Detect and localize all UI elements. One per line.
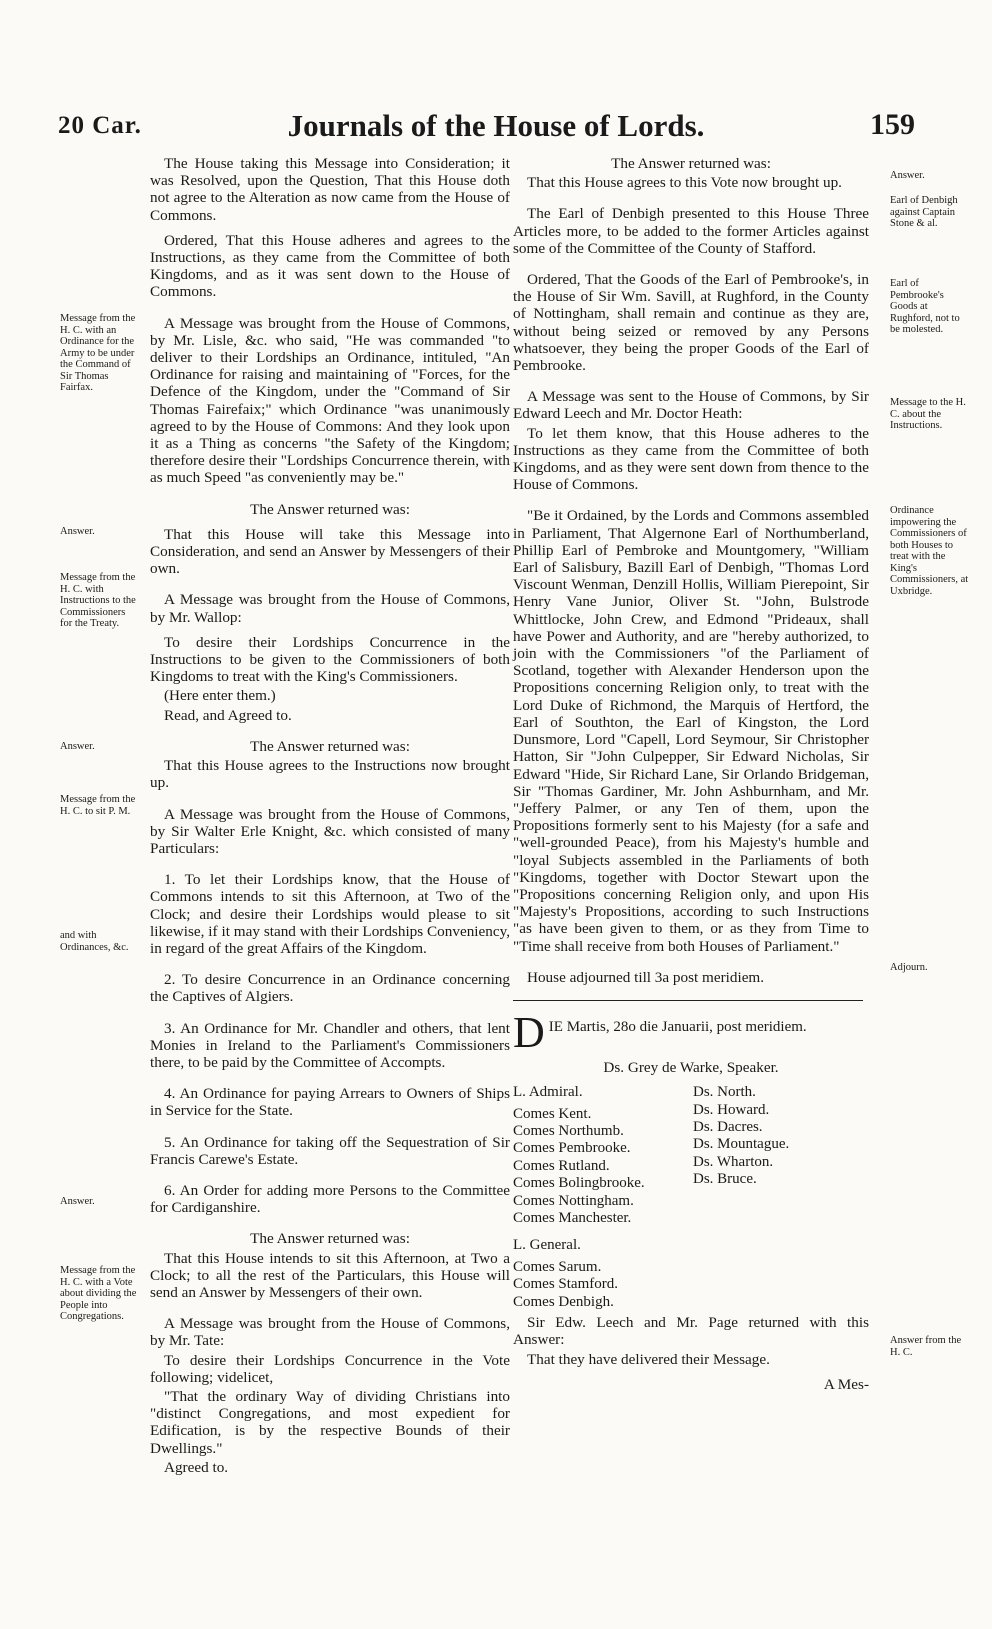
paragraph: 4. An Ordinance for paying Arrears to Owners of Ships in Service for the State. — [150, 1085, 510, 1120]
margin-note: Message to the H. C. about the Instructions. — [890, 397, 966, 431]
paragraph: Agreed to. — [164, 1458, 229, 1476]
paragraph: That this House agrees to the Instructions now brought up. — [150, 757, 510, 792]
paragraph: That this House agrees to this Vote now brought up. — [527, 174, 842, 192]
roster-entry: Ds. Bruce. — [693, 1171, 757, 1188]
session-heading — [513, 1011, 869, 1053]
margin-note: Answer from the H. C. — [890, 1335, 962, 1358]
paragraph: A Message was brought from the House of Commons, by Sir Walter Erle Knight, &c. which consisted of many Particulars: — [150, 805, 510, 857]
roster-entry: Comes Pembrooke. — [513, 1140, 631, 1157]
regnal-year: 20 Car. — [58, 112, 142, 139]
speaker-line: Ds. Grey de Warke, Speaker. — [603, 1058, 779, 1076]
margin-note: Answer. — [60, 1196, 95, 1207]
paragraph: That this House will take this Message into Consideration, and send an Answer by Messengers of their own. — [150, 525, 510, 578]
roster-entry: Comes Northumb. — [513, 1122, 624, 1139]
paragraph: A Message was brought from the House of Commons, by Mr. Lisle, &c. who said, "He was commanded "to deliver to their Lordships an Ordinance, intituled, "An Ordinance for raising and maintaining of "Forces, for the Defence of the Kingdom, under the "Command of Sir Thomas Fairefaix;" which Ordinance "was unanimously agreed to by the House of Commons: And they look upon it as a Thing as concerns "the Safety of the Kingdom; therefore desire their "Lordships Concurrence therein, with as much Speed "as conveniently may be." — [150, 314, 510, 487]
roster-entry: Comes Nottingham. — [513, 1192, 634, 1209]
margin-note: Answer. — [890, 170, 925, 181]
paragraph: 5. An Ordinance for taking off the Sequestration of Sir Francis Carewe's Estate. — [150, 1133, 510, 1168]
margin-note: Message from the H. C. with Instructions to the Commissioners for the Treaty. — [60, 572, 136, 629]
paragraph: House adjourned till 3a post meridiem. — [527, 968, 765, 986]
paragraph: A Message was sent to the House of Commons, by Sir Edward Leech and Mr. Doctor Heath: — [513, 388, 869, 423]
right-column — [513, 155, 869, 1401]
margin-note: Message from the H. C. with a Vote about dividing the People into Congregations. — [60, 1265, 137, 1322]
paragraph: 2. To desire Concurrence in an Ordinance concerning the Captives of Algiers. — [150, 971, 510, 1006]
roster-entry: Comes Denbigh. — [513, 1293, 614, 1310]
paragraph: To desire their Lordships Concurrence in the Vote following; videlicet, — [150, 1351, 510, 1386]
paragraph: The Answer returned was: — [250, 1230, 410, 1248]
paragraph: Read, and Agreed to. — [164, 706, 292, 724]
section-divider — [513, 1000, 863, 1001]
attendance-roster — [513, 1084, 869, 1314]
paragraph: 1. To let their Lordships know, that the House of Commons intends to sit this Afternoon, at Two of the Clock; and desire their Lordships would please to sit likewise, if it may stand with their Lordships Conveniency, in regard of the great Affairs of the Kingdom. — [150, 871, 510, 957]
margin-note: Message from the H. C. with an Ordinance for the Army to be under the Command of Sir Thomas Fairfax. — [60, 313, 136, 393]
paragraph: "That the ordinary Way of dividing Christians into "distinct Congregations, and most expedient for Edification, is by the respective Bounds of their Dwellings." — [150, 1387, 510, 1457]
roster-entry: Comes Stamford. — [513, 1276, 618, 1293]
roster-entry: Ds. Howard. — [693, 1101, 770, 1118]
margin-note: and with Ordinances, &c. — [60, 930, 129, 953]
paragraph: A Message was brought from the House of Commons, by Mr. Tate: — [150, 1315, 510, 1350]
paragraph: 3. An Ordinance for Mr. Chandler and others, that lent Monies in Ireland to the Parliament's Commissioners there, to be paid by the Committee of Accompts. — [150, 1019, 510, 1071]
catchword: A Mes- — [823, 1375, 869, 1393]
roster-entry: Ds. Dacres. — [693, 1118, 763, 1135]
paragraph: To desire their Lordships Concurrence in the Instructions to be given to the Commissioners of both Kingdoms to treat with the King's Commissioners. — [150, 633, 510, 686]
roster-entry: Comes Rutland. — [513, 1157, 610, 1174]
paragraph: Ordered, That this House adheres and agrees to the Instructions, as they came from the Committee of both Kingdoms, and as it was sent down to the House of Commons. — [150, 231, 510, 301]
paragraph: The Answer returned was: — [611, 155, 771, 172]
margin-note: Adjourn. — [890, 962, 928, 973]
roster-entry: L. Admiral. — [513, 1084, 583, 1101]
roster-entry: Comes Bolingbrooke. — [513, 1175, 645, 1192]
page-header — [0, 0, 992, 150]
margin-note: Answer. — [60, 741, 95, 752]
paragraph: The Answer returned was: — [250, 737, 410, 755]
paragraph: (Here enter them.) — [164, 687, 276, 705]
paragraph: That this House intends to sit this Afternoon, at Two a Clock; to all the rest of the Particulars, this House will send an Answer by Messengers of their own. — [150, 1249, 510, 1301]
paragraph: "Be it Ordained, by the Lords and Commons assembled in Parliament, That Algernone Earl of Northumberland, Phillip Earl of Pembroke and Mountgomery, "William Earl of Salisbury, Bazill Earl of Denbigh, "Thomas Lord Viscount Wenman, Denzill Hollis, William Pierepoint, Sir Henry Vane Junior, Oliver St. "John, Bulstrode Whittlocke, John Crew, and Edmond "Prideaux, shall have Power and Authority, and are "hereby authorized, to join with the Commissioners "of the Parliament of Scotland, together with Alexander Henderson upon the Propositions concerning Religion only, to treat with the Lord Duke of Richmond, the Marquis of Hertford, the Earl of Southton, the Earl of Kingston, the Lord Dunsmore, Lord "Capell, Lord Seymour, Sir Christopher Hatton, Sir "John Culpepper, Sir Edward Nicholas, Sir Edward "Hide, Sir Richard Lane, Sir Orlando Bridgeman, Sir "Thomas Gardiner, Mr. John Ashburnham, and Mr. "Jeffery Palmer, or any Ten of them, upon the Propositions formerly sent to his Majesty (for a safe and "well-grounded Peace), from his Majesty's humble and "loyal Subjects assembled in the Parliaments of both "Kingdoms, together with Doctor Stewart upon the "Propositions concerning Religion only, and upon His "Majesty's Propositions, according to such Instructions "as have been given to them, or as they from Time to "Time shall receive from both Houses of Parliament." — [513, 507, 869, 955]
roster-entry: Comes Sarum. — [513, 1258, 602, 1275]
drop-cap: D — [513, 1010, 545, 1053]
margin-note: Earl of Pembrooke's Goods at Rughford, not to be molested. — [890, 278, 960, 335]
margin-note: Ordinance impowering the Commissioners of both Houses to treat with the King's Commissioners, at Uxbridge. — [890, 505, 969, 597]
paragraph: The Earl of Denbigh presented to this House Three Articles more, to be added to the former Articles against some of the Committee of the County of Stafford. — [513, 205, 869, 257]
paragraph: The Answer returned was: — [250, 500, 410, 518]
journal-title: Journals of the House of Lords. — [287, 108, 705, 143]
paragraph: The House taking this Message into Consideration; it was Resolved, upon the Question, That this House doth not agree to the Alteration as now came from the House of Commons. — [150, 155, 510, 224]
margin-note: Earl of Denbigh against Captain Stone & al. — [890, 195, 958, 229]
roster-entry: Ds. Mountague. — [693, 1136, 790, 1153]
roster-entry: L. General. — [513, 1237, 581, 1254]
page-number: 159 — [870, 108, 915, 141]
paragraph: Sir Edw. Leech and Mr. Page returned with this Answer: — [513, 1314, 869, 1349]
left-column — [150, 155, 510, 1484]
roster-entry: Comes Kent. — [513, 1105, 592, 1122]
margin-note: Message from the H. C. to sit P. M. — [60, 794, 136, 817]
roster-column-2 — [693, 1084, 863, 1188]
roster-entry: Ds. North. — [693, 1084, 756, 1101]
margin-note: Answer. — [60, 526, 95, 537]
paragraph: A Message was brought from the House of Commons, by Mr. Wallop: — [150, 591, 510, 626]
session-date: IE Martis, 28o die Januarii, post meridiem. — [548, 1018, 807, 1035]
paragraph: That they have delivered their Message. — [527, 1350, 770, 1368]
roster-entry: Comes Manchester. — [513, 1209, 632, 1226]
roster-entry: Ds. Wharton. — [693, 1153, 774, 1170]
roster-column-1 — [513, 1084, 683, 1311]
paragraph: Ordered, That the Goods of the Earl of Pembrooke's, in the House of Sir Wm. Savill, at Rughford, in the County of Nottingham, shall remain and continue as they are, without being seized or removed by any Persons whatsoever, they being the proper Goods of the Earl of Pembrooke. — [513, 271, 869, 375]
paragraph: To let them know, that this House adheres to the Instructions as they came from the Committee of both Kingdoms, and as they were sent down from thence to the House of Commons. — [513, 424, 869, 494]
paragraph: 6. An Order for adding more Persons to the Committee for Cardiganshire. — [150, 1181, 510, 1217]
